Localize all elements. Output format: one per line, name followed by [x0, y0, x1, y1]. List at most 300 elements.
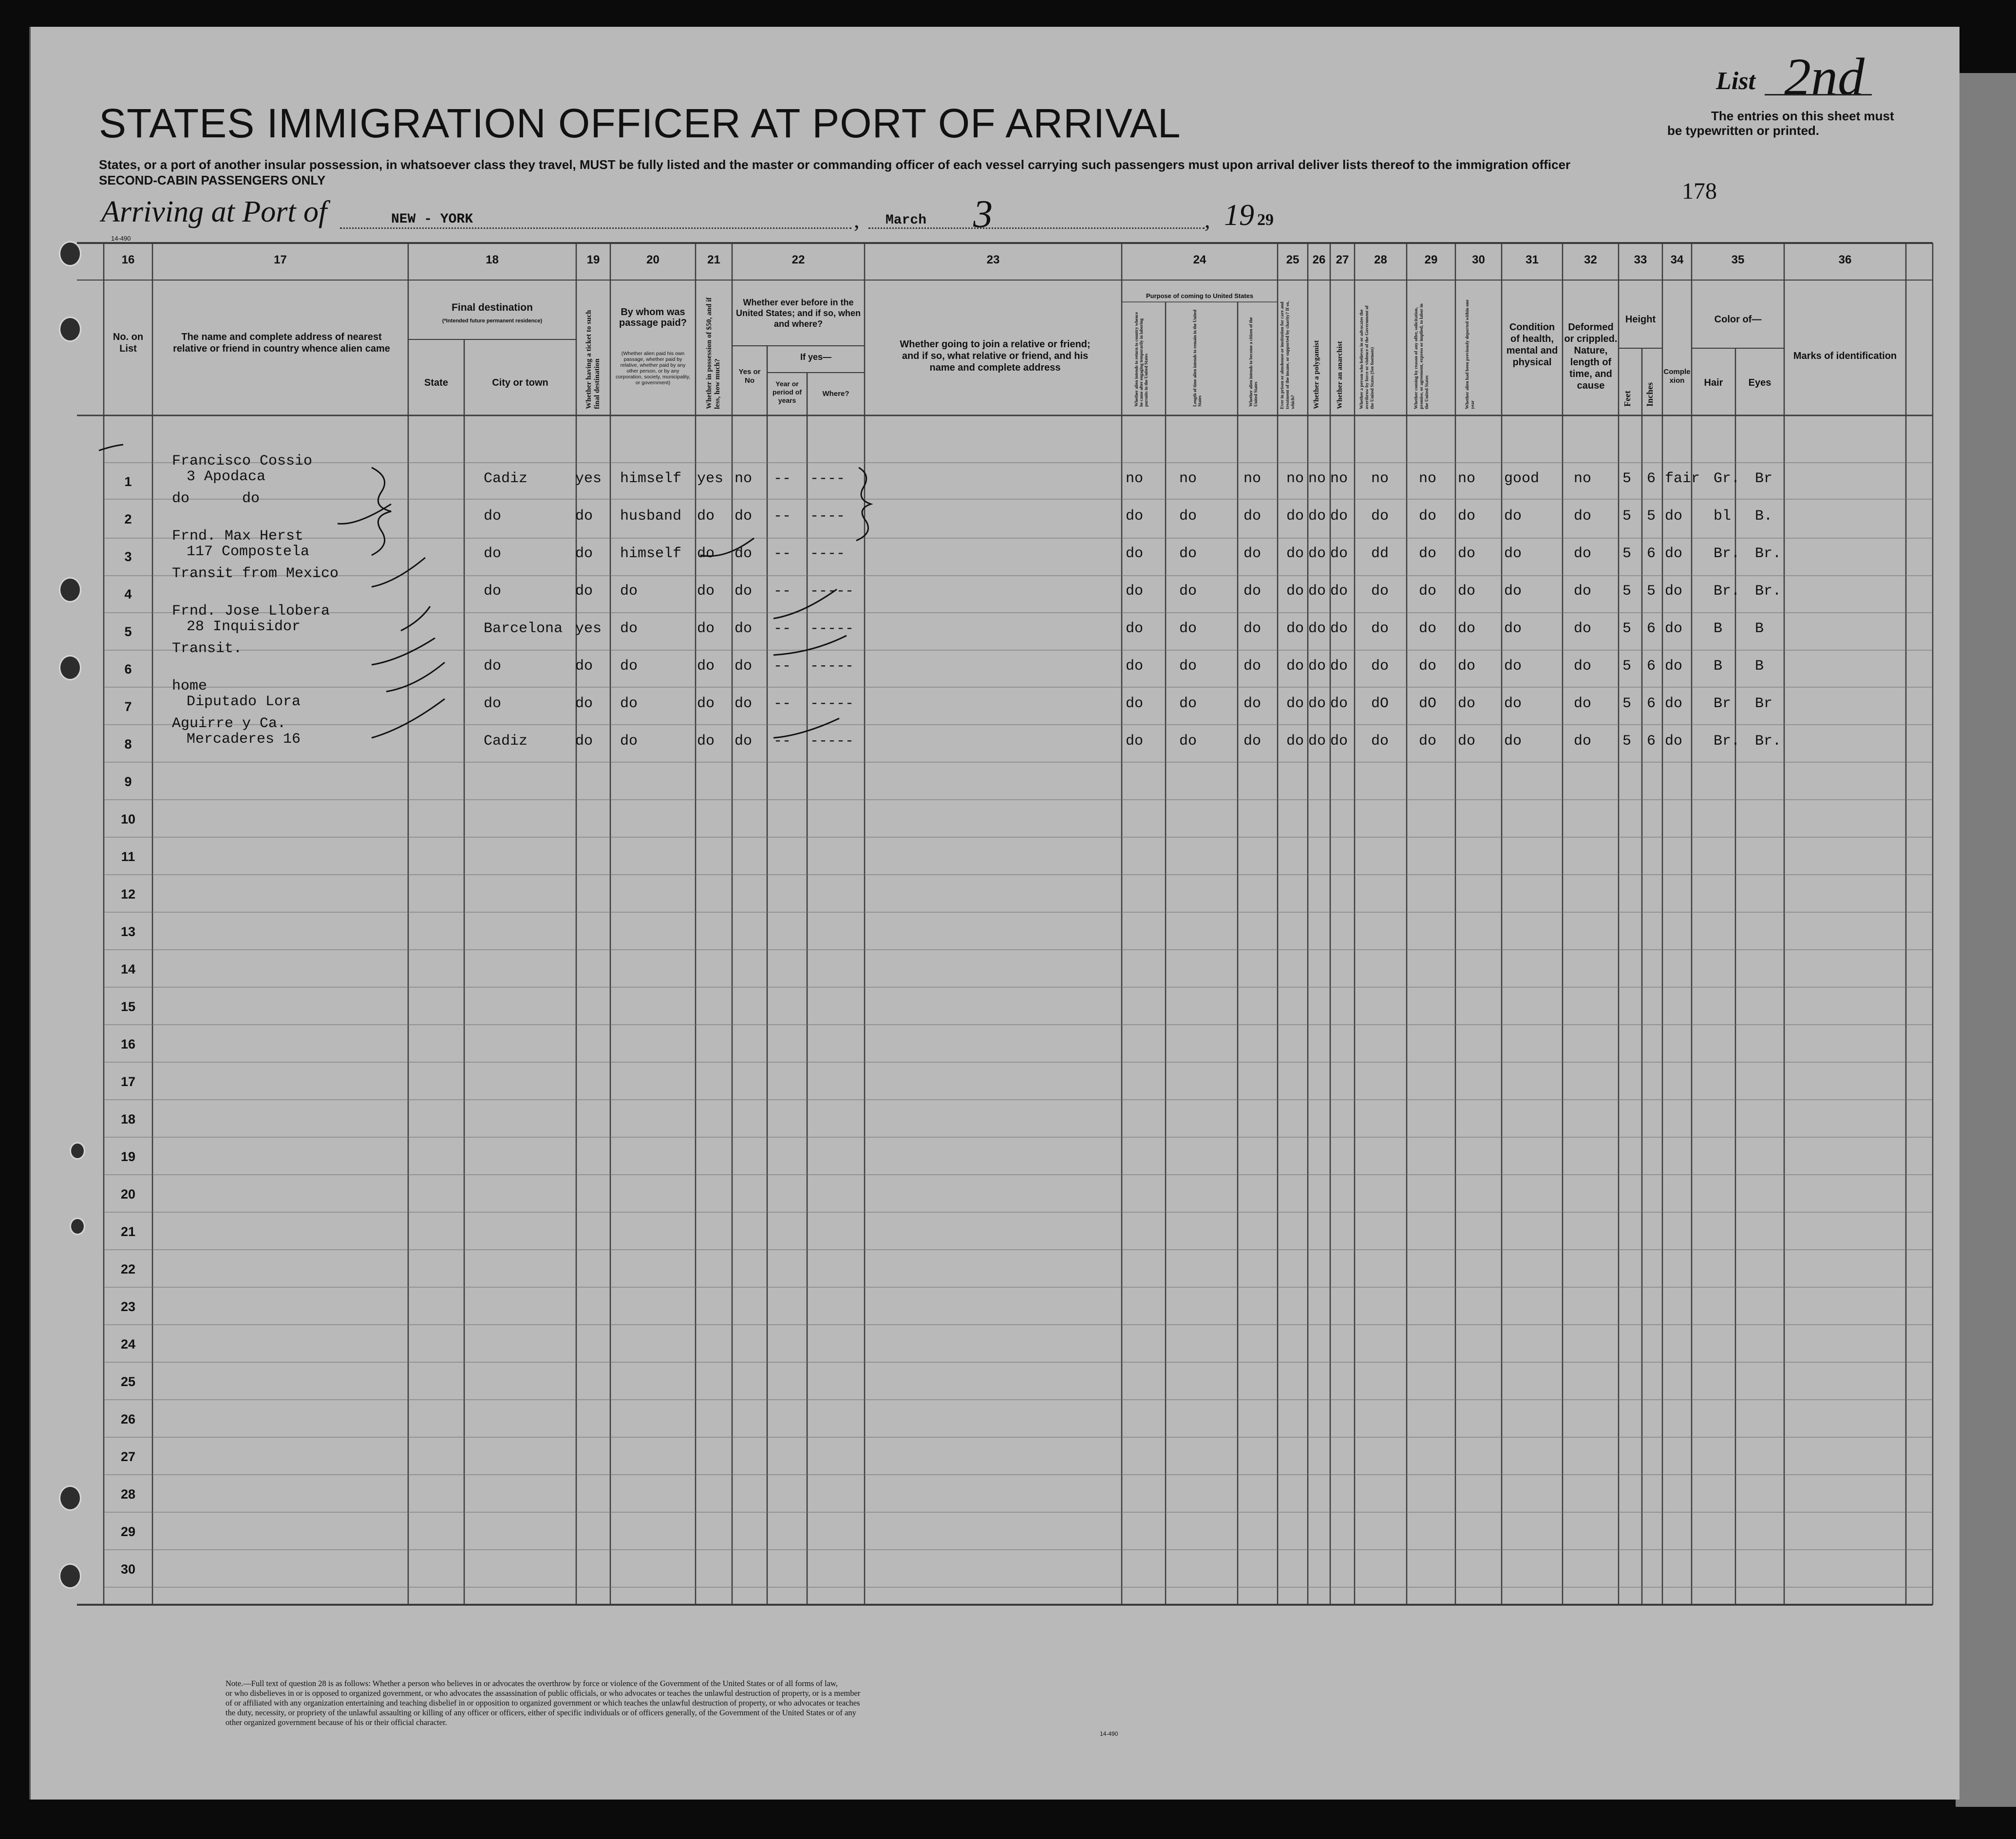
cell-feet: 5	[1622, 583, 1632, 600]
footnote-line-4: the duty, necessity, or propriety of the unlawful assaulting or killing of any officer or officers, either of specific individuals or of officers generally, of the Government of the United States or of any	[226, 1708, 856, 1717]
footnote	[226, 1679, 1200, 1727]
cell-city: Barcelona	[484, 620, 563, 637]
cell-prison: no	[1286, 470, 1304, 487]
list-label: List	[1716, 67, 1755, 95]
cell-where: ----	[810, 470, 846, 487]
cell-hair: Br.	[1714, 545, 1740, 562]
list-value: 2nd	[1784, 47, 1865, 107]
footnote-line-1: Note.—Full text of question 28 is as follows: Whether a person who believes in or advocates the overthrow by force or violence of the Government of the United States or of all forms of law,	[226, 1679, 838, 1688]
cell-q30: do	[1458, 733, 1476, 750]
cell-hair: Br.	[1714, 583, 1740, 600]
cell-poly: do	[1308, 620, 1326, 637]
cell-hair: B	[1714, 620, 1723, 637]
cell-inches: 6	[1647, 545, 1656, 562]
cell-anarch: do	[1330, 508, 1348, 525]
row-number: 17	[120, 1074, 136, 1089]
cell-money: do	[697, 545, 715, 562]
header-years: Year or period of years	[772, 380, 802, 404]
subtitle: SECOND-CABIN PASSENGERS ONLY	[99, 173, 326, 188]
cell-q30: no	[1458, 470, 1476, 487]
row-number: 1	[124, 474, 132, 489]
cell-complexion: do	[1665, 695, 1683, 712]
cell-prison: do	[1286, 695, 1304, 712]
cell-p1: do	[1126, 583, 1144, 600]
cell-p3: do	[1244, 733, 1262, 750]
cell-q30: do	[1458, 508, 1476, 525]
cell-anarch: do	[1330, 733, 1348, 750]
cell-eyes: Br.	[1755, 583, 1782, 600]
colnum-23: 23	[986, 253, 1000, 266]
year-suffix: 29	[1257, 211, 1274, 229]
footnote-line-3: of or affiliated with any organization entertaining and teaching disbelief in or opposition to organized government or which teaches the unlawful destruction of property, or who advocates or teaches	[226, 1698, 860, 1708]
header-passage-note: (Whether alien paid his own passage, whether paid by relative, whether paid by any other person, or by any corporation, society, municipality, or government)	[615, 351, 691, 386]
cell-inches: 6	[1647, 470, 1656, 487]
cell-complexion: do	[1665, 508, 1683, 525]
colnum-31: 31	[1526, 253, 1539, 266]
cell-hair: B	[1714, 658, 1723, 675]
cell-q29: do	[1419, 508, 1437, 525]
colnum-19: 19	[586, 253, 600, 266]
sheet-number: 178	[1682, 178, 1717, 204]
cell-deformed: do	[1574, 620, 1592, 637]
cell-poly: do	[1308, 695, 1326, 712]
cell-health: do	[1504, 658, 1522, 675]
cell-money: do	[697, 658, 715, 675]
row-number: 20	[120, 1187, 136, 1201]
header-final-destination-note: (*Intended future permanent residence)	[442, 318, 543, 324]
header-color-of: Color of—	[1714, 314, 1762, 325]
cell-health: do	[1504, 508, 1522, 525]
cell-q30: do	[1458, 658, 1476, 675]
cell-city: do	[484, 658, 502, 675]
cell-money: yes	[697, 470, 724, 487]
column-numbers	[31, 253, 1959, 273]
colnum-27: 27	[1336, 253, 1349, 266]
cell-prison: do	[1286, 583, 1304, 600]
cell-before: do	[735, 583, 753, 600]
cell-where: -----	[810, 620, 854, 637]
cell-before: do	[735, 508, 753, 525]
cell-q30: do	[1458, 620, 1476, 637]
cell-money: do	[697, 620, 715, 637]
cell-ticket: do	[575, 583, 593, 600]
cell-eyes: Br.	[1755, 733, 1782, 750]
header-complexion: Complexion	[1663, 368, 1691, 385]
cell-anarch: do	[1330, 658, 1348, 675]
header-money: Whether in possession of $50, and if less, how much?	[705, 297, 721, 409]
header-purpose-citizen: Whether alien intends to become a citizen of the United States	[1248, 317, 1258, 407]
cell-p2: do	[1179, 695, 1197, 712]
colnum-17: 17	[274, 253, 287, 266]
cell-q29: do	[1419, 658, 1437, 675]
colnum-28: 28	[1374, 253, 1387, 266]
table-grid	[31, 27, 1959, 1800]
colnum-36: 36	[1838, 253, 1852, 266]
header-city: City or town	[492, 377, 548, 388]
cell-paid: do	[620, 583, 638, 600]
cell-before: no	[735, 470, 753, 487]
cell-ticket: do	[575, 658, 593, 675]
cell-deformed: no	[1574, 470, 1592, 487]
cell-q29: do	[1419, 583, 1437, 600]
cell-hair: bl	[1714, 508, 1732, 525]
cell-p3: do	[1244, 658, 1262, 675]
header-deported: Whether alien had been previously deported within one year	[1465, 300, 1475, 409]
cell-p2: do	[1179, 545, 1197, 562]
cell-q29: do	[1419, 545, 1437, 562]
cell-years: --	[773, 545, 791, 562]
colnum-18: 18	[486, 253, 499, 266]
cell-city: Cadiz	[484, 470, 528, 487]
header-yes-no: Yes or No	[738, 368, 761, 385]
cell-poly: do	[1308, 733, 1326, 750]
colnum-32: 32	[1584, 253, 1597, 266]
row-number: 16	[120, 1037, 136, 1051]
relative-name: Aguirre y Ca.	[172, 715, 286, 732]
cell-inches: 6	[1647, 695, 1656, 712]
form-number-top: 14-490	[111, 235, 131, 242]
cell-feet: 5	[1622, 733, 1632, 750]
cell-prison: do	[1286, 508, 1304, 525]
cell-q29: no	[1419, 470, 1437, 487]
cell-health: do	[1504, 545, 1522, 562]
cell-money: do	[697, 695, 715, 712]
header-purpose: Purpose of coming to United States	[1146, 292, 1254, 300]
row-number: 3	[124, 549, 132, 564]
header-health: Condition of health, mental and physical	[1506, 322, 1558, 368]
cell-feet: 5	[1622, 620, 1632, 637]
cell-q29: do	[1419, 733, 1437, 750]
row-number: 10	[120, 812, 136, 826]
row-number: 5	[124, 624, 132, 639]
cell-q28: do	[1371, 508, 1389, 525]
footnote-line-2: or who disbelieves in or is opposed to organized government, or who advocates the assassination of public officials, or who advocates or teaches the unlawful destruction of property, or is a member	[226, 1689, 861, 1698]
row-number: 12	[120, 887, 136, 901]
cell-inches: 6	[1647, 658, 1656, 675]
header-where: Where?	[822, 390, 849, 398]
colnum-35: 35	[1731, 253, 1745, 266]
colnum-26: 26	[1312, 253, 1326, 266]
cell-complexion: do	[1665, 658, 1683, 675]
cell-inches: 5	[1647, 508, 1656, 525]
row-number: 14	[120, 962, 136, 976]
cell-complexion: do	[1665, 620, 1683, 637]
cell-health: do	[1504, 733, 1522, 750]
colnum-34: 34	[1670, 253, 1684, 266]
colnum-29: 29	[1424, 253, 1438, 266]
row-number: 26	[120, 1412, 136, 1426]
colnum-22: 22	[791, 253, 805, 266]
cell-prison: do	[1286, 545, 1304, 562]
row-number: 15	[120, 999, 136, 1014]
cell-ticket: do	[575, 695, 593, 712]
cell-prison: do	[1286, 733, 1304, 750]
header-question-28: Whether a person who believes in or advocates the overthrow by force or violence of the Government of the United States (See footnote)	[1359, 305, 1375, 409]
cell-deformed: do	[1574, 695, 1592, 712]
cell-health: do	[1504, 583, 1522, 600]
row-number: 24	[120, 1337, 136, 1351]
row-number: 9	[124, 774, 132, 789]
row-number: 18	[120, 1112, 136, 1126]
cell-deformed: do	[1574, 733, 1592, 750]
cell-q28: dO	[1371, 695, 1389, 712]
cell-before: do	[735, 695, 753, 712]
row-number: 30	[120, 1562, 136, 1576]
row-number: 29	[120, 1524, 136, 1539]
cell-p3: do	[1244, 545, 1262, 562]
day-value: 3	[973, 193, 993, 236]
relative-name: Francisco Cossio	[172, 453, 313, 469]
cell-paid: do	[620, 658, 638, 675]
cell-complexion: do	[1665, 583, 1683, 600]
relative-name: home	[172, 678, 207, 694]
cell-q29: dO	[1419, 695, 1437, 712]
cell-ticket: do	[575, 545, 593, 562]
colnum-33: 33	[1634, 253, 1647, 266]
cell-health: do	[1504, 695, 1522, 712]
header-state: State	[424, 377, 448, 388]
cell-p3: no	[1244, 470, 1262, 487]
cell-eyes: Br	[1755, 470, 1773, 487]
cell-complexion: fair	[1665, 470, 1700, 487]
cell-before: do	[735, 545, 753, 562]
cell-p3: do	[1244, 583, 1262, 600]
arriving-label: Arriving at Port of	[101, 195, 327, 228]
row-number: 25	[120, 1374, 136, 1389]
row-number: 28	[120, 1487, 136, 1501]
cell-money: do	[697, 733, 715, 750]
cell-q30: do	[1458, 583, 1476, 600]
row-number: 4	[124, 587, 132, 601]
typewritten-note-2: be typewritten or printed.	[1667, 123, 1820, 138]
cell-eyes: B	[1755, 658, 1764, 675]
cell-where: ----	[810, 508, 846, 525]
cell-ticket: yes	[575, 470, 602, 487]
footnote-line-5: other organized government because of his or their official character.	[226, 1718, 447, 1727]
cell-poly: do	[1308, 508, 1326, 525]
cell-q28: dd	[1371, 545, 1389, 562]
colnum-20: 20	[646, 253, 659, 266]
cell-money: do	[697, 583, 715, 600]
cell-deformed: do	[1574, 583, 1592, 600]
cell-hair: Br	[1714, 695, 1732, 712]
cell-years: --	[773, 470, 791, 487]
cell-p2: do	[1179, 620, 1197, 637]
cell-deformed: do	[1574, 508, 1592, 525]
cell-years: --	[773, 695, 791, 712]
relative-name: Transit from Mexico	[172, 565, 339, 582]
header-hair: Hair	[1704, 377, 1723, 388]
port-value: NEW - YORK	[391, 212, 473, 227]
colnum-30: 30	[1472, 253, 1485, 266]
cell-where: -----	[810, 733, 854, 750]
cell-years: --	[773, 733, 791, 750]
row-number: 7	[124, 699, 132, 714]
cell-city: do	[484, 545, 502, 562]
typewritten-note-1: The entries on this sheet must	[1711, 109, 1894, 123]
row-number: 2	[124, 512, 132, 526]
cell-ticket: do	[575, 733, 593, 750]
cell-hair: Gr.	[1714, 470, 1740, 487]
cell-p1: do	[1126, 733, 1144, 750]
relative-address: 3 Apodaca	[187, 469, 266, 485]
cell-poly: no	[1308, 470, 1326, 487]
cell-q30: do	[1458, 695, 1476, 712]
relative-name: Frnd. Jose Llobera	[172, 603, 330, 619]
cell-money: do	[697, 508, 715, 525]
cell-feet: 5	[1622, 695, 1632, 712]
header-inches: Inches	[1645, 382, 1655, 407]
back-sheet-edge	[1956, 73, 2016, 1807]
colnum-16: 16	[121, 253, 135, 266]
row-number: 21	[120, 1224, 136, 1239]
cell-p3: do	[1244, 508, 1262, 525]
cell-eyes: B.	[1755, 508, 1773, 525]
relative-name: Frnd. Max Herst	[172, 528, 304, 544]
cell-where: ----	[810, 545, 846, 562]
cell-p1: do	[1126, 508, 1144, 525]
cell-p2: do	[1179, 658, 1197, 675]
cell-city: do	[484, 508, 502, 525]
cell-eyes: B	[1755, 620, 1764, 637]
cell-anarch: do	[1330, 620, 1348, 637]
colnum-21: 21	[707, 253, 720, 266]
relative-address: 28 Inquisidor	[187, 619, 301, 635]
cell-poly: do	[1308, 658, 1326, 675]
row-number: 11	[121, 849, 135, 864]
row-number: 8	[124, 737, 132, 751]
manifest-page	[29, 27, 1959, 1800]
form-number-bottom: 14-490	[1100, 1730, 1118, 1737]
cell-p3: do	[1244, 620, 1262, 637]
cell-q28: do	[1371, 583, 1389, 600]
cell-where: -----	[810, 583, 854, 600]
header-relative: The name and complete address of nearest relative or friend in country whence alien came	[173, 332, 390, 354]
cell-years: --	[773, 508, 791, 525]
cell-feet: 5	[1622, 470, 1632, 487]
header-purpose-length: Length of time alien intends to remain in the United States	[1192, 309, 1202, 407]
cell-deformed: do	[1574, 545, 1592, 562]
header-before-us: Whether ever before in the United States; and if so, when and where?	[735, 298, 861, 329]
cell-q28: do	[1371, 620, 1389, 637]
cell-p1: do	[1126, 620, 1144, 637]
header-final-destination: Final destination	[452, 302, 533, 313]
cell-p2: do	[1179, 508, 1197, 525]
header-offer-labor: Whether coming by reason of any offer, solicitation, promise, or agreement, express or implied, to labor in the United States	[1414, 303, 1430, 409]
cell-anarch: do	[1330, 583, 1348, 600]
cell-city: Cadiz	[484, 733, 528, 750]
cell-years: --	[773, 658, 791, 675]
cell-inches: 5	[1647, 583, 1656, 600]
cell-anarch: no	[1330, 470, 1348, 487]
cell-where: -----	[810, 658, 854, 675]
header-polygamist: Whether a polygamist	[1313, 340, 1320, 409]
month-value: March	[886, 213, 927, 228]
cell-p2: do	[1179, 583, 1197, 600]
relative-name: do do	[172, 490, 260, 507]
cell-p1: do	[1126, 545, 1144, 562]
row-number: 6	[124, 662, 132, 676]
cell-prison: do	[1286, 658, 1304, 675]
comma-1: ,	[854, 207, 860, 232]
row-number: 19	[120, 1149, 136, 1164]
cell-prison: do	[1286, 620, 1304, 637]
cell-p2: do	[1179, 733, 1197, 750]
intro-line: States, or a port of another insular possession, in whatsoever class they travel, MUST be fully listed and the master or commanding officer of each vessel carrying such passengers must upon arrival deliver lists thereof to the immigration officer	[99, 157, 1571, 172]
cell-health: good	[1504, 470, 1540, 487]
header-if-yes: If yes—	[800, 352, 832, 362]
cell-city: do	[484, 695, 502, 712]
cell-anarch: do	[1330, 545, 1348, 562]
cell-feet: 5	[1622, 508, 1632, 525]
cell-feet: 5	[1622, 545, 1632, 562]
row-number: 27	[120, 1449, 136, 1464]
page-title: STATES IMMIGRATION OFFICER AT PORT OF ARRIVAL	[99, 100, 1181, 146]
cell-paid: do	[620, 620, 638, 637]
cell-city: do	[484, 583, 502, 600]
cell-inches: 6	[1647, 733, 1656, 750]
cell-q28: do	[1371, 733, 1389, 750]
cell-paid: himself	[620, 545, 682, 562]
cell-paid: husband	[620, 508, 682, 525]
header-anarchist: Whether an anarchist	[1336, 341, 1344, 409]
cell-feet: 5	[1622, 658, 1632, 675]
cell-ticket: yes	[575, 620, 602, 637]
row-number: 22	[120, 1262, 136, 1276]
cell-p1: no	[1126, 470, 1144, 487]
cell-poly: do	[1308, 583, 1326, 600]
cell-deformed: do	[1574, 658, 1592, 675]
cell-before: do	[735, 658, 753, 675]
header-marks: Marks of identification	[1793, 351, 1897, 361]
cell-anarch: do	[1330, 695, 1348, 712]
cell-q28: no	[1371, 470, 1389, 487]
year-prefix: 19	[1224, 199, 1254, 232]
header-join-relative: Whether going to join a relative or friend; and if so, what relative or friend, and his name and complete address	[900, 339, 1091, 373]
cell-years: --	[773, 583, 791, 600]
relative-name: Transit.	[172, 640, 243, 657]
cell-p1: do	[1126, 658, 1144, 675]
colnum-25: 25	[1286, 253, 1300, 266]
row-number: 13	[120, 924, 136, 939]
cell-q30: do	[1458, 545, 1476, 562]
cell-inches: 6	[1647, 620, 1656, 637]
header-prison: Ever in prison or almshouse or institution for care and treatment of the insane, or supported by charity? If so, which?	[1280, 301, 1296, 409]
cell-complexion: do	[1665, 733, 1683, 750]
cell-complexion: do	[1665, 545, 1683, 562]
comma-2: ,	[1205, 207, 1210, 232]
cell-before: do	[735, 620, 753, 637]
cell-paid: do	[620, 733, 638, 750]
cell-p3: do	[1244, 695, 1262, 712]
cell-health: do	[1504, 620, 1522, 637]
relative-address: Mercaderes 16	[187, 731, 301, 748]
cell-ticket: do	[575, 508, 593, 525]
cell-paid: himself	[620, 470, 682, 487]
cell-q28: do	[1371, 658, 1389, 675]
cell-p2: no	[1179, 470, 1197, 487]
header-eyes: Eyes	[1748, 377, 1771, 388]
cell-where: -----	[810, 695, 854, 712]
header-height: Height	[1625, 314, 1656, 325]
header-passage-paid: By whom was passage paid?	[619, 307, 687, 328]
relative-address: 117 Compostela	[187, 544, 310, 560]
header-purpose-return: Whether alien intends to return to country whence he came after engaging temporarily in laboring pursuits in the United States	[1134, 312, 1149, 407]
cell-eyes: Br.	[1755, 545, 1782, 562]
header-ticket: Whether having a ticket to such final destination	[585, 310, 601, 409]
relative-address: Diputado Lora	[187, 694, 301, 710]
colnum-24: 24	[1193, 253, 1206, 266]
